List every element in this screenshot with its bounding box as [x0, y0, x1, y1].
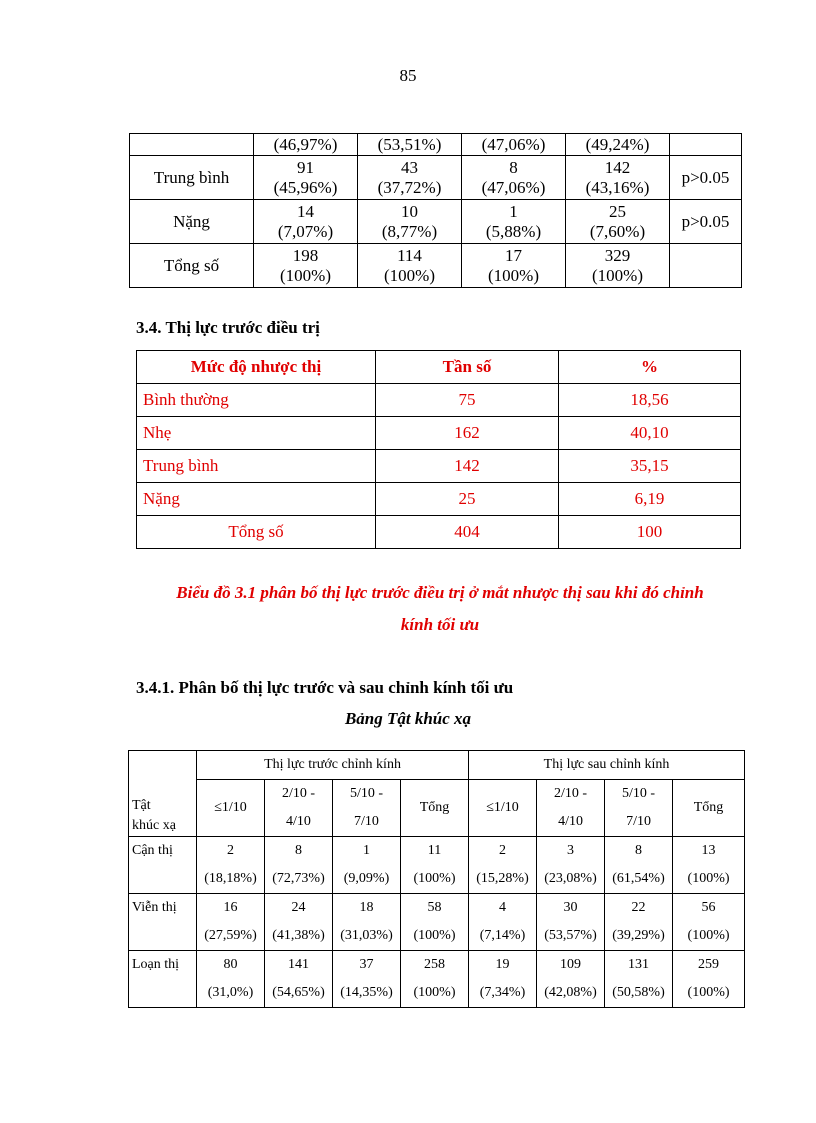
- table-cell: [254, 244, 358, 288]
- corner-label: khúc xạ: [132, 818, 176, 833]
- cell-count: 198: [292, 245, 319, 265]
- header-line: 5/10 -: [349, 786, 384, 801]
- table-cell: [197, 894, 265, 951]
- cell-percent: (27,59%): [204, 928, 257, 943]
- table-cell: [462, 134, 566, 156]
- cell-percent: (100%): [413, 985, 456, 1000]
- table-cell: [566, 200, 670, 244]
- table-total-row: [137, 516, 741, 549]
- table-row: [130, 156, 742, 200]
- cell-count: 30: [563, 900, 578, 915]
- p-value: p>0.05: [670, 156, 742, 200]
- column-header: %: [559, 351, 741, 384]
- table-cell: [566, 156, 670, 200]
- page-number: 85: [399, 66, 417, 85]
- cell-percent: (100%): [687, 871, 730, 886]
- table-cell: [462, 156, 566, 200]
- row-label: Bình thường: [137, 384, 376, 417]
- cell-count: 22: [631, 900, 646, 915]
- cell-count: 24: [291, 900, 306, 915]
- cell-percent: (5,88%): [485, 221, 542, 241]
- row-label: Nhẹ: [137, 417, 376, 450]
- column-header: Mức độ nhược thị: [137, 351, 376, 384]
- cell-percent: (42,08%): [544, 985, 597, 1000]
- table-cell: 100: [559, 516, 741, 549]
- corner-label: Tật: [132, 798, 151, 813]
- table-cell: 142: [376, 450, 559, 483]
- cell-percent: (8,77%): [381, 221, 438, 241]
- cell-percent: (7,34%): [479, 985, 526, 1000]
- table-cell: [254, 134, 358, 156]
- table-title: Bảng Tật khúc xạ: [344, 709, 472, 728]
- table-cell: [537, 837, 605, 894]
- cell-count: 329: [604, 245, 631, 265]
- cell-count: 43: [401, 157, 418, 177]
- row-label: Loạn thị: [129, 951, 197, 1008]
- table-header-row: [129, 751, 745, 780]
- column-header: [537, 780, 605, 837]
- cell-percent: (14,35%): [340, 985, 393, 1000]
- cell-percent: (7,60%): [589, 221, 646, 241]
- cell-count: 131: [628, 957, 650, 972]
- column-header: [469, 780, 537, 837]
- cell-percent: (100%): [592, 265, 643, 285]
- table-cell: [469, 837, 537, 894]
- column-header: [605, 780, 673, 837]
- column-header: Tần số: [376, 351, 559, 384]
- table-cell: [197, 951, 265, 1008]
- row-label: Trung bình: [130, 156, 254, 200]
- cell-percent: (100%): [488, 265, 539, 285]
- chart-caption: [120, 577, 760, 641]
- cell-percent: (49,24%): [585, 134, 650, 154]
- p-value: [670, 244, 742, 288]
- corner-header: [129, 751, 197, 837]
- table-cell: [254, 200, 358, 244]
- cell-percent: (23,08%): [544, 871, 597, 886]
- header-line: 7/10: [354, 814, 379, 829]
- cell-count: 17: [505, 245, 522, 265]
- table-cell: [537, 894, 605, 951]
- chart-caption-line-1: Biểu đồ 3.1 phân bố thị lực trước điều trị ở mắt nhược thị sau khi đó chỉnh: [176, 583, 704, 602]
- header-line: 4/10: [558, 814, 583, 829]
- table-cell: 40,10: [559, 417, 741, 450]
- chart-caption-line-2: kính tối ưu: [400, 615, 480, 634]
- table-cell: [333, 951, 401, 1008]
- cell-count: 56: [701, 900, 716, 915]
- cell-count: 25: [609, 201, 626, 221]
- table-cell: 6,19: [559, 483, 741, 516]
- group-header-before: Thị lực trước chỉnh kính: [197, 751, 469, 780]
- cell-percent: (100%): [413, 871, 456, 886]
- table-row: [137, 483, 741, 516]
- table-cell: [358, 156, 462, 200]
- table-cell: [673, 837, 745, 894]
- table-row: [129, 894, 745, 951]
- table-cell: [673, 894, 745, 951]
- cell-percent: (7,07%): [277, 221, 334, 241]
- table-subheader-row: [129, 780, 745, 837]
- table-cell: [401, 894, 469, 951]
- table-cell: [566, 244, 670, 288]
- cell-count: 91: [297, 157, 314, 177]
- row-label: Nặng: [130, 200, 254, 244]
- cell-percent: (61,54%): [612, 871, 665, 886]
- cell-percent: (100%): [687, 985, 730, 1000]
- cell-count: 109: [560, 957, 582, 972]
- table-cell: [462, 244, 566, 288]
- cell-percent: (45,96%): [273, 177, 338, 197]
- row-label: Cận thị: [129, 837, 197, 894]
- row-label: [130, 134, 254, 156]
- table-cell: [469, 951, 537, 1008]
- table-cell: [265, 837, 333, 894]
- cell-count: 11: [427, 843, 442, 858]
- table-cell: [605, 894, 673, 951]
- table-row: [137, 417, 741, 450]
- cell-count: 3: [567, 843, 575, 858]
- header-line: 2/10 -: [553, 786, 588, 801]
- column-header: [401, 780, 469, 837]
- cell-percent: (50,58%): [612, 985, 665, 1000]
- cell-count: 16: [223, 900, 238, 915]
- table-cell: [333, 837, 401, 894]
- cell-count: 8: [509, 157, 518, 177]
- table-row: [137, 450, 741, 483]
- refractive-error-table: [128, 750, 745, 1008]
- cell-count: 114: [397, 245, 422, 265]
- table-cell: [265, 951, 333, 1008]
- header-line: Tổng: [693, 800, 724, 815]
- table-cell: 162: [376, 417, 559, 450]
- cell-percent: (9,09%): [343, 871, 390, 886]
- header-line: 5/10 -: [621, 786, 656, 801]
- table-cell: 18,56: [559, 384, 741, 417]
- cell-count: 1: [363, 843, 370, 858]
- header-line: 2/10 -: [281, 786, 316, 801]
- table-cell: [358, 134, 462, 156]
- table-row: [129, 837, 745, 894]
- cell-percent: (15,28%): [476, 871, 529, 886]
- table-cell: 75: [376, 384, 559, 417]
- cell-percent: (47,06%): [481, 134, 546, 154]
- cell-percent: (31,03%): [340, 928, 393, 943]
- table-row: [130, 200, 742, 244]
- cell-percent: (54,65%): [272, 985, 325, 1000]
- cell-percent: (47,06%): [481, 177, 546, 197]
- cell-percent: (31,0%): [207, 985, 254, 1000]
- row-label: Viễn thị: [129, 894, 197, 951]
- cell-percent: (53,51%): [377, 134, 442, 154]
- header-line: 4/10: [286, 814, 311, 829]
- table-cell: [537, 951, 605, 1008]
- cell-count: 141: [288, 957, 309, 972]
- column-header: [265, 780, 333, 837]
- cell-count: 2: [499, 843, 507, 858]
- table-cell: [333, 894, 401, 951]
- header-line: ≤1/10: [486, 800, 519, 815]
- severity-distribution-table-continued: [129, 133, 742, 288]
- row-label: Tổng số: [137, 516, 376, 549]
- table-cell: [197, 837, 265, 894]
- cell-percent: (100%): [687, 928, 730, 943]
- cell-count: 14: [297, 201, 314, 221]
- table-row: [137, 384, 741, 417]
- cell-count: 18: [359, 900, 374, 915]
- table-cell: [254, 156, 358, 200]
- table-cell: [605, 951, 673, 1008]
- cell-percent: (100%): [280, 265, 331, 285]
- cell-count: 10: [401, 201, 418, 221]
- cell-count: 8: [295, 843, 302, 858]
- cell-count: 259: [698, 957, 720, 972]
- table-cell: [265, 894, 333, 951]
- table-cell: [566, 134, 670, 156]
- header-line: ≤1/10: [214, 800, 247, 815]
- column-header: [197, 780, 265, 837]
- cell-percent: (18,18%): [204, 871, 257, 886]
- row-label: Trung bình: [137, 450, 376, 483]
- cell-count: 258: [424, 957, 445, 972]
- table-cell: [469, 894, 537, 951]
- cell-count: 1: [509, 201, 518, 221]
- p-value: [670, 134, 742, 156]
- cell-count: 8: [635, 843, 643, 858]
- cell-percent: (46,97%): [273, 134, 338, 154]
- cell-percent: (37,72%): [377, 177, 442, 197]
- table-cell: [462, 200, 566, 244]
- section-heading-3-4-1: 3.4.1. Phân bố thị lực trước và sau chỉnh kính tối ưu: [136, 678, 514, 697]
- table-cell: 25: [376, 483, 559, 516]
- cell-count: 80: [223, 957, 238, 972]
- cell-percent: (7,14%): [479, 928, 526, 943]
- header-line: Tổng: [419, 800, 450, 815]
- table-cell: [605, 837, 673, 894]
- visual-acuity-before-treatment-table: [136, 350, 741, 549]
- cell-percent: (39,29%): [612, 928, 665, 943]
- cell-count: 2: [227, 843, 234, 858]
- cell-count: 37: [359, 957, 374, 972]
- row-label: Nặng: [137, 483, 376, 516]
- table-cell: 35,15: [559, 450, 741, 483]
- cell-percent: (53,57%): [544, 928, 597, 943]
- table-row: [130, 134, 742, 156]
- table-row: [130, 244, 742, 288]
- table-cell: [673, 951, 745, 1008]
- table-cell: [401, 837, 469, 894]
- table-cell: [358, 244, 462, 288]
- header-line: 7/10: [626, 814, 651, 829]
- table-cell: [358, 200, 462, 244]
- cell-percent: (72,73%): [272, 871, 325, 886]
- p-value: p>0.05: [670, 200, 742, 244]
- cell-count: 58: [427, 900, 442, 915]
- section-heading-3-4: 3.4. Thị lực trước điều trị: [136, 318, 320, 337]
- row-label: Tổng số: [130, 244, 254, 288]
- column-header: [333, 780, 401, 837]
- group-header-after: Thị lực sau chỉnh kính: [469, 751, 745, 780]
- table-cell: [401, 951, 469, 1008]
- table-cell: 404: [376, 516, 559, 549]
- table-header-row: [137, 351, 741, 384]
- cell-count: 4: [499, 900, 507, 915]
- cell-count: 13: [701, 843, 716, 858]
- cell-percent: (43,16%): [585, 177, 650, 197]
- cell-count: 142: [604, 157, 631, 177]
- cell-percent: (100%): [384, 265, 435, 285]
- table-row: [129, 951, 745, 1008]
- cell-percent: (41,38%): [272, 928, 325, 943]
- cell-percent: (100%): [413, 928, 456, 943]
- cell-count: 19: [495, 957, 510, 972]
- column-header: [673, 780, 745, 837]
